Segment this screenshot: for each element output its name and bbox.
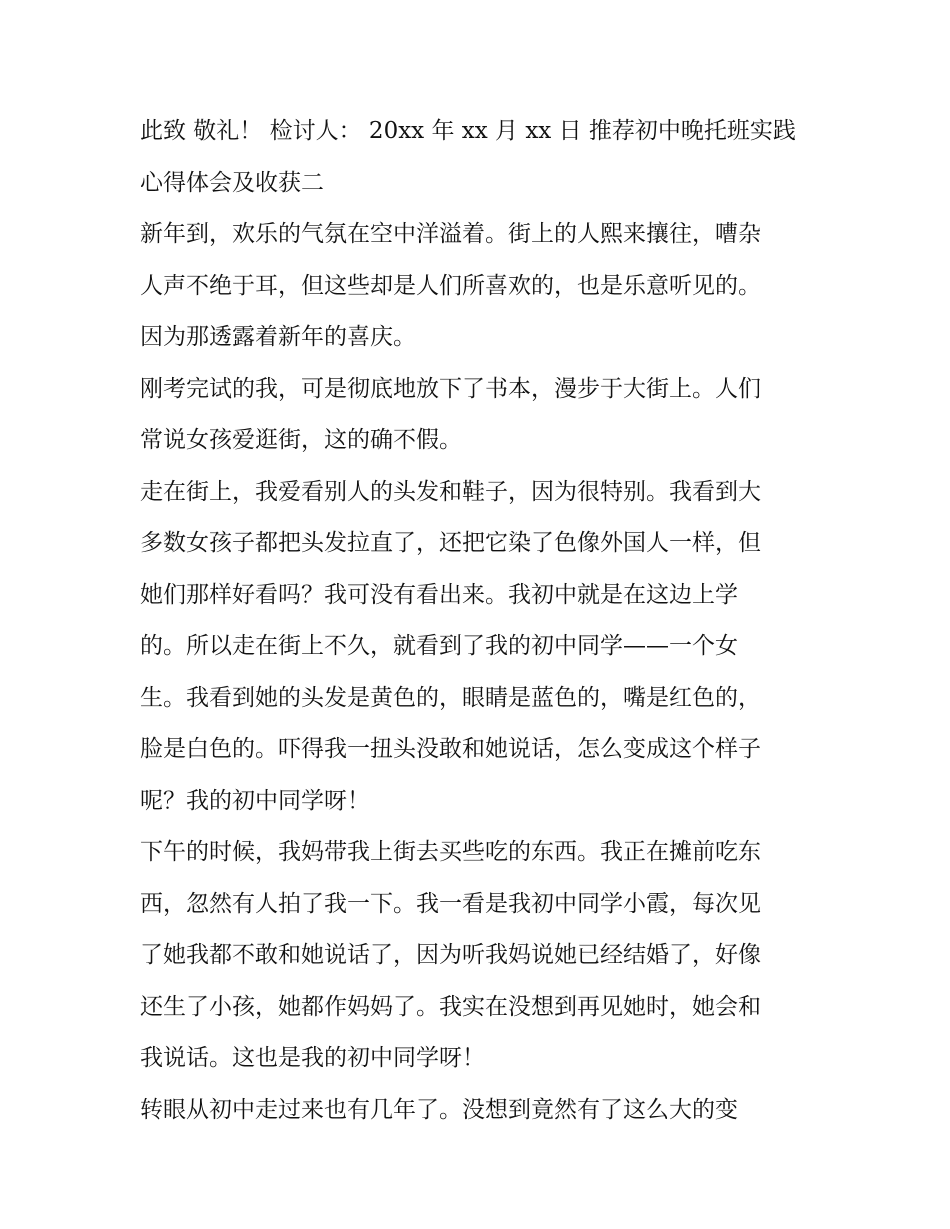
text-line: 新年到，欢乐的气氛在空中洋溢着。街上的人熙来攘往，嘈杂 — [140, 221, 761, 247]
text-line: 西，忽然有人拍了我一下。我一看是我初中同学小霞，每次见 — [140, 890, 761, 917]
text-line: 心得体会及收获二 — [140, 169, 324, 196]
text-line: 我说话。这也是我的初中同学呀！ — [140, 1045, 485, 1071]
text-line: 此致 敬礼！ 检讨人： 20xx 年 xx 月 xx 日 推荐初中晚托班实践 — [140, 118, 796, 144]
text-line: 常说女孩爱逛街，这的确不假。 — [140, 427, 462, 453]
text-line: 脸是白色的。吓得我一扭头没敢和她说话，怎么变成这个样子 — [140, 736, 761, 762]
text-line: 转眼从初中走过来也有几年了。没想到竟然有了这么大的变 — [140, 1096, 738, 1123]
document-body — [140, 106, 820, 1136]
text-line: 下午的时候，我妈带我上街去买些吃的东西。我正在摊前吃东 — [140, 839, 761, 865]
text-line: 呢？我的初中同学呀！ — [140, 787, 370, 814]
text-line: 人声不绝于耳，但这些却是人们所喜欢的，也是乐意听见的。 — [140, 272, 761, 299]
text-line: 生。我看到她的头发是黄色的，眼睛是蓝色的，嘴是红色的， — [140, 684, 761, 711]
text-line: 多数女孩子都把头发拉直了，还把它染了色像外国人一样，但 — [140, 530, 761, 556]
text-line: 她们那样好看吗？我可没有看出来。我初中就是在这边上学 — [140, 581, 738, 608]
text-line: 还生了小孩，她都作妈妈了。我实在没想到再见她时，她会和 — [140, 993, 761, 1020]
text-line: 刚考完试的我，可是彻底地放下了书本，漫步于大街上。人们 — [140, 375, 761, 402]
text-line: 的。所以走在街上不久，就看到了我的初中同学——一个女 — [140, 633, 738, 659]
text-line: 因为那透露着新年的喜庆。 — [140, 324, 416, 350]
text-line: 了她我都不敢和她说话了，因为听我妈说她已经结婚了，好像 — [140, 942, 761, 968]
text-line: 走在街上，我爱看别人的头发和鞋子，因为很特别。我看到大 — [140, 478, 761, 505]
